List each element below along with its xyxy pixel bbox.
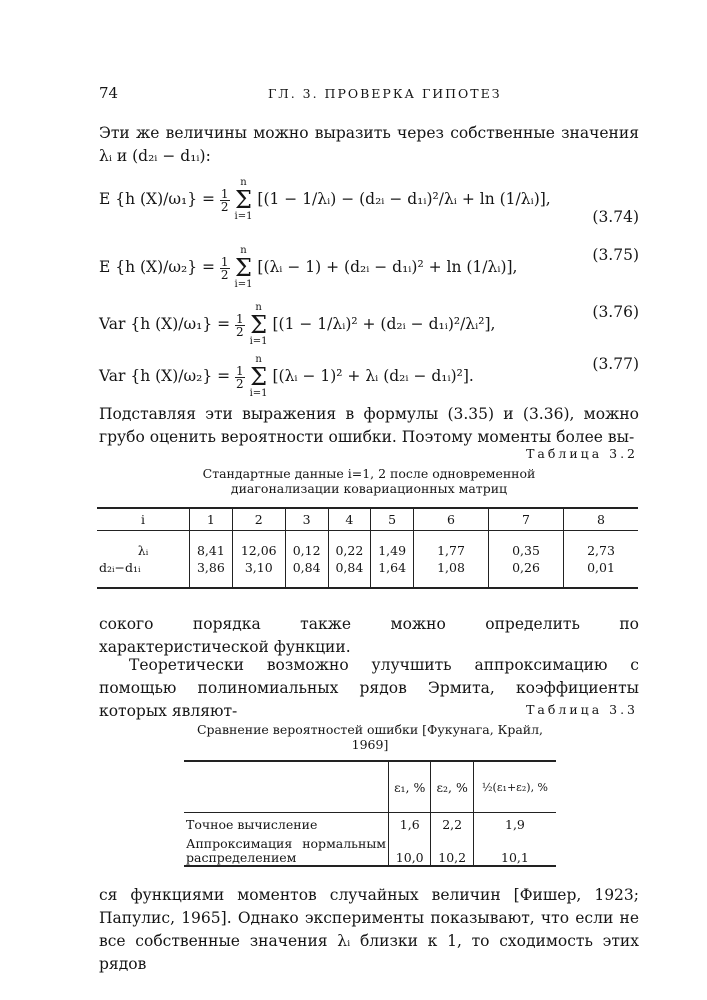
paragraph-intro: Эти же величины можно выразить через собственные значения λᵢ и (d₂ᵢ − d₁ᵢ): <box>99 124 639 165</box>
page-number: 74 <box>99 84 119 102</box>
table-header-cell: 8 <box>564 508 639 531</box>
table-row <box>184 835 556 866</box>
equation-number: (3.76) <box>592 303 639 321</box>
table-header-cell: 3 <box>285 508 328 531</box>
running-header: ГЛ. 3. ПРОВЕРКА ГИПОТЕЗ <box>268 86 502 101</box>
paragraph-hermite: Теоретически возможно улучшить аппроксимацию с помощью полиномиальных рядов Эрмита, коэффициенты которых являют- <box>99 656 639 720</box>
equation-lhs: Var {h (X)/ω₂} = <box>99 367 236 385</box>
table-3-3-label: Таблица 3.3 <box>526 702 638 717</box>
table-header-cell: ½(ε₁+ε₂), % <box>473 761 556 813</box>
equation-3-77 <box>99 354 639 399</box>
equation-number: (3.75) <box>592 246 639 264</box>
equation-rhs: [(λᵢ − 1) + (d₂ᵢ − d₁ᵢ)² + ln (1/λᵢ)], <box>257 258 518 276</box>
table-cell: 1,9 <box>473 813 556 836</box>
equation-lhs: Var {h (X)/ω₁} = <box>99 315 236 333</box>
table-header-cell: ε₁, % <box>389 761 431 813</box>
equation-fraction: $\frac{1}{2}$ <box>220 254 229 282</box>
table-cell: 1,49 1,64 <box>371 531 414 589</box>
table-header-cell: 2 <box>232 508 285 531</box>
table-header-cell: 6 <box>414 508 489 531</box>
table-row-label: λᵢ d₂ᵢ−d₁ᵢ <box>99 543 149 575</box>
equation-lhs: E {h (X)/ω₁} = <box>99 190 220 208</box>
table-header-cell <box>184 761 389 813</box>
table-cell: 0,35 0,26 <box>489 531 564 589</box>
table-cell: 1,77 1,08 <box>414 531 489 589</box>
equation-3-76 <box>99 302 639 347</box>
table-header-cell: i <box>97 508 190 531</box>
table-header-row <box>97 508 638 531</box>
table-header-cell: 4 <box>328 508 371 531</box>
table-cell: 10,1 <box>473 835 556 866</box>
table-3-2-label: Таблица 3.2 <box>526 446 638 461</box>
table-header-cell: 1 <box>190 508 233 531</box>
equation-3-74 <box>99 177 639 226</box>
table-row <box>97 531 638 589</box>
table-header-cell: 5 <box>371 508 414 531</box>
equation-3-75 <box>99 245 639 290</box>
equation-fraction: $\frac{1}{2}$ <box>220 186 229 214</box>
table-cell: 12,06 3,10 <box>232 531 285 589</box>
equation-rhs: [(1 − 1/λᵢ)² + (d₂ᵢ − d₁ᵢ)²/λᵢ²], <box>272 315 496 333</box>
paragraph-substitution: Подставляя эти выражения в формулы (3.35) и (3.36), можно грубо оценить вероятности ошибки. Поэтому моменты более вы- <box>99 405 639 446</box>
equation-number: (3.74) <box>592 208 639 226</box>
summation-sign: n Σ i=1 <box>249 302 268 347</box>
table-header-cell: 7 <box>489 508 564 531</box>
equation-rhs: [(1 − 1/λᵢ) − (d₂ᵢ − d₁ᵢ)²/λᵢ + ln (1/λᵢ)], <box>257 190 551 208</box>
paragraph-higher-moments: сокого порядка также можно определить по характеристической функции. <box>99 615 639 656</box>
table-row <box>184 813 556 836</box>
table-cell: 2,2 <box>431 813 473 836</box>
equation-rhs: [(λᵢ − 1)² + λᵢ (d₂ᵢ − d₁ᵢ)²]. <box>272 367 474 385</box>
table-cell: 8,41 3,86 <box>190 531 233 589</box>
table-cell: 10,0 <box>389 835 431 866</box>
equation-lhs: E {h (X)/ω₂} = <box>99 258 220 276</box>
table-cell: 10,2 <box>431 835 473 866</box>
table-cell: 2,73 0,01 <box>564 531 639 589</box>
table-header-row <box>184 761 556 813</box>
summation-sign: n Σ i=1 <box>234 177 253 222</box>
equation-fraction: $\frac{1}{2}$ <box>236 363 244 391</box>
paragraph-hermite-continued: ся функциями моментов случайных величин [Фишер, 1923; Папулис, 1965]. Однако эксперименты показывают, что если не все собственные значения λᵢ близки к 1, то сходимость этих рядов <box>99 886 639 973</box>
summation-sign: n Σ i=1 <box>249 354 268 399</box>
table-row-label: Точное вычисление <box>186 816 318 832</box>
equation-number: (3.77) <box>592 355 639 373</box>
table-3-3 <box>184 760 556 867</box>
equation-fraction: $\frac{1}{2}$ <box>236 311 244 339</box>
table-3-2-caption: Стандартные данные i=1, 2 после одновременной диагонализации ковариационных матриц <box>202 466 536 496</box>
summation-sign: n Σ i=1 <box>234 245 253 290</box>
table-row-label: Аппроксимация нормальным распределением <box>186 836 386 865</box>
table-header-cell: ε₂, % <box>431 761 473 813</box>
table-cell: 0,22 0,84 <box>328 531 371 589</box>
table-cell: 0,12 0,84 <box>285 531 328 589</box>
table-cell: 1,6 <box>389 813 431 836</box>
table-3-3-caption: Сравнение вероятностей ошибки [Фукунага, Крайл, 1969] <box>196 722 544 752</box>
table-3-2 <box>97 507 638 589</box>
